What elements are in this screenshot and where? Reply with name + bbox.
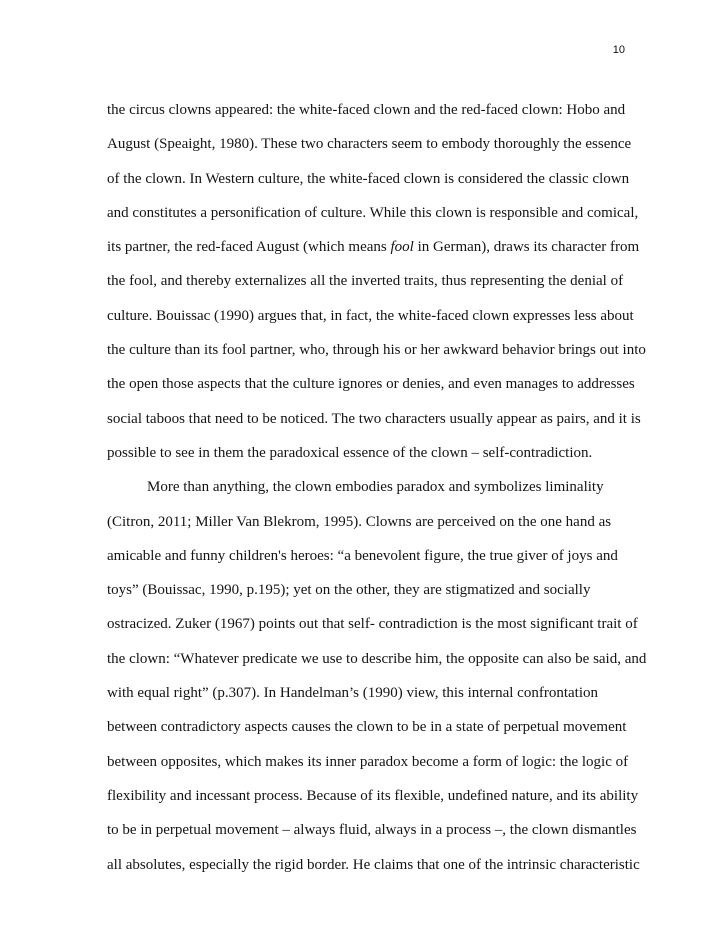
text-line-12: More than anything, the clown embodies paradox and symbolizes liminality (147, 479, 604, 496)
italic-word-fool: fool (390, 239, 414, 256)
page-number: 10 (612, 44, 625, 56)
text-line-5-after: in German), draws its character from (413, 239, 640, 256)
text-line-17: the clown: “Whatever predicate we use to describe him, the opposite can also be said, and (107, 650, 647, 667)
text-line-22: to be in perpetual movement – always fluid, always in a process –, the clown dismantles (107, 822, 637, 839)
text-line-5 (107, 230, 640, 264)
body-text (107, 93, 647, 882)
text-line-6: the fool, and thereby externalizes all the inverted traits, thus representing the denial of (107, 273, 624, 290)
text-line-4: and constitutes a personification of culture. While this clown is responsible and comical, (107, 204, 639, 221)
text-line-15: toys” (Bouissac, 1990, p.195); yet on the other, they are stigmatized and socially (107, 582, 591, 599)
text-line-16: ostracized. Zuker (1967) points out that self- contradiction is the most significant trait of (107, 616, 638, 633)
text-line-19: between contradictory aspects causes the clown to be in a state of perpetual movement (107, 719, 627, 736)
text-line-21: flexibility and incessant process. Because of its flexible, undefined nature, and its ability (107, 787, 639, 804)
text-line-23: all absolutes, especially the rigid border. He claims that one of the intrinsic characteristic (107, 856, 640, 873)
text-line-13: (Citron, 2011; Miller Van Blekrom, 1995). Clowns are perceived on the one hand as (107, 513, 612, 530)
text-line-20: between opposites, which makes its inner paradox become a form of logic: the logic of (107, 753, 629, 770)
text-line-10: social taboos that need to be noticed. The two characters usually appear as pairs, and it is (107, 410, 641, 427)
text-line-1: the circus clowns appeared: the white-faced clown and the red-faced clown: Hobo and (107, 102, 626, 118)
text-line-7: culture. Bouissac (1990) argues that, in fact, the white-faced clown expresses less about (107, 307, 634, 324)
text-line-5-before: its partner, the red-faced August (which means (107, 239, 391, 256)
text-line-9: the open those aspects that the culture ignores or denies, and even manages to addresses (107, 376, 635, 393)
text-line-18: with equal right” (p.307). In Handelman’s (1990) view, this internal confrontation (107, 685, 598, 702)
text-line-8: the culture than its fool partner, who, through his or her awkward behavior brings out into (107, 342, 646, 359)
text-line-14: amicable and funny children's heroes: “a benevolent figure, the true giver of joys and (107, 547, 618, 564)
text-line-11: possible to see in them the paradoxical essence of the clown – self-contradiction. (107, 444, 593, 461)
text-line-2: August (Speaight, 1980). These two characters seem to embody thoroughly the essence (107, 136, 632, 153)
text-line-3: of the clown. In Western culture, the white-faced clown is considered the classic clown (107, 170, 630, 187)
